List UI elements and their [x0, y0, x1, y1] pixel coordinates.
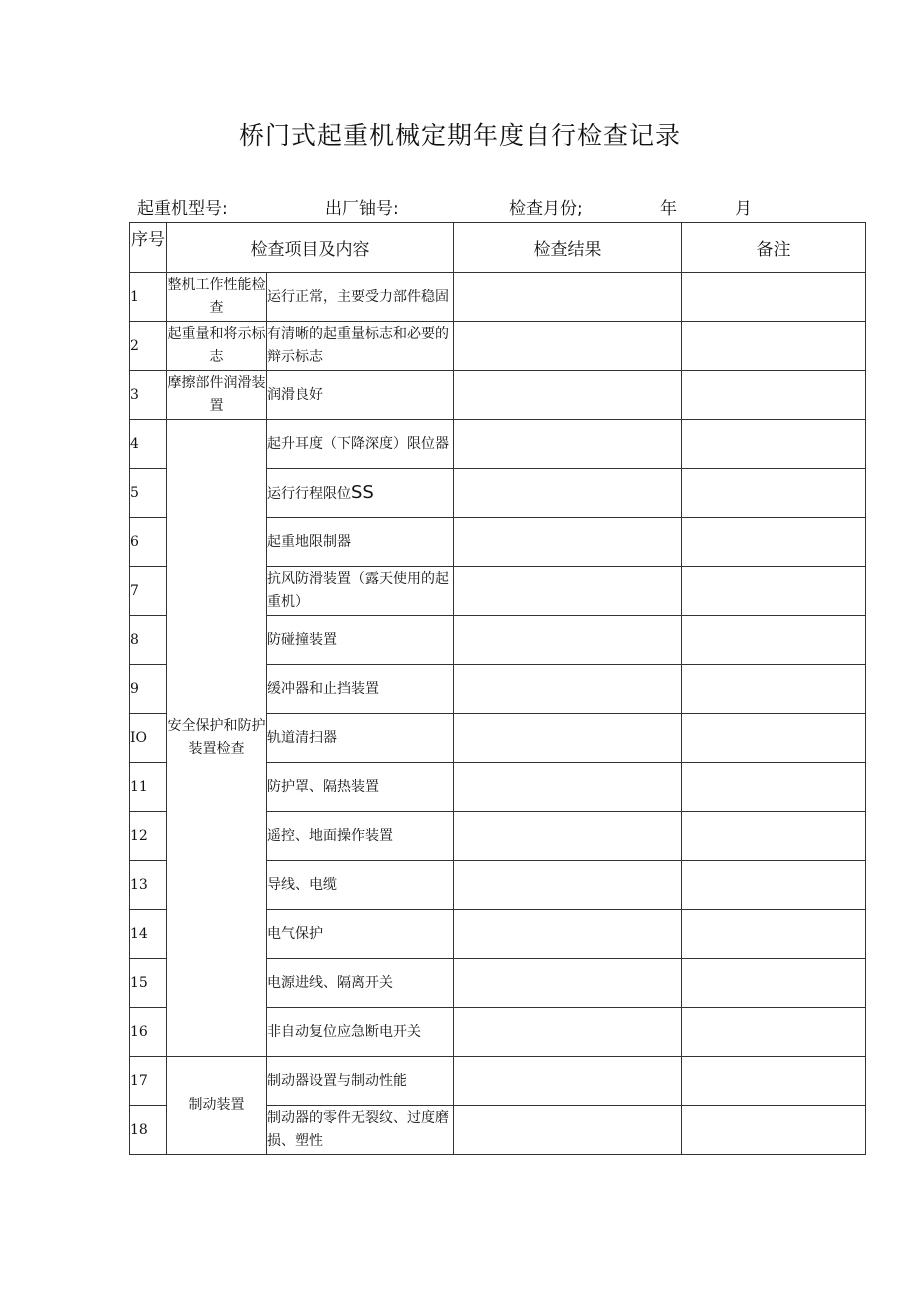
row-seq: 12	[130, 812, 167, 861]
header-seq: 序号	[130, 223, 167, 273]
row-seq: 9	[130, 665, 167, 714]
row-seq: 7	[130, 567, 167, 616]
month-label: 月	[735, 199, 752, 219]
table-row	[130, 420, 866, 469]
remark-cell[interactable]	[682, 812, 866, 861]
remark-cell[interactable]	[682, 518, 866, 567]
remark-cell[interactable]	[682, 910, 866, 959]
result-cell[interactable]	[454, 665, 682, 714]
item-cell: 防碰撞装置	[267, 616, 454, 665]
item-cell: 电气保护	[267, 910, 454, 959]
remark-cell[interactable]	[682, 1008, 866, 1057]
row-seq: 16	[130, 1008, 167, 1057]
remark-cell[interactable]	[682, 616, 866, 665]
remark-cell[interactable]	[682, 567, 866, 616]
row-seq: 17	[130, 1057, 167, 1106]
result-cell[interactable]	[454, 812, 682, 861]
remark-cell[interactable]	[682, 371, 866, 420]
item-cell: 电源进线、隔离开关	[267, 959, 454, 1008]
row-seq: 8	[130, 616, 167, 665]
category-cell: 制动装置	[167, 1057, 267, 1155]
item-cell: 遥控、地面操作装置	[267, 812, 454, 861]
header-result: 检查结果	[454, 223, 682, 273]
remark-cell[interactable]	[682, 665, 866, 714]
result-cell[interactable]	[454, 861, 682, 910]
year-label: 年	[660, 199, 677, 219]
row-seq: 5	[130, 469, 167, 518]
result-cell[interactable]	[454, 518, 682, 567]
row-seq: 3	[130, 371, 167, 420]
result-cell[interactable]	[454, 371, 682, 420]
item-cell: 防护罩、隔热装置	[267, 763, 454, 812]
row-seq: 11	[130, 763, 167, 812]
category-cell: 安全保护和防护装置检查	[167, 420, 267, 1057]
item-cell: 有清晰的起重量标志和必要的辩示标志	[267, 322, 454, 371]
category-cell: 摩擦部件润滑装置	[167, 371, 267, 420]
header-item: 检查项目及内容	[167, 223, 454, 273]
row-seq: 13	[130, 861, 167, 910]
remark-cell[interactable]	[682, 959, 866, 1008]
remark-cell[interactable]	[682, 714, 866, 763]
row-seq: 18	[130, 1106, 167, 1155]
result-cell[interactable]	[454, 910, 682, 959]
result-cell[interactable]	[454, 959, 682, 1008]
item-cell: 起升耳度（下降深度）限位器	[267, 420, 454, 469]
table-row	[130, 1057, 866, 1106]
item-cell: 轨道清扫器	[267, 714, 454, 763]
row-seq: 2	[130, 322, 167, 371]
item-cell: 制动器的零件无裂纹、过度磨损、塑性	[267, 1106, 454, 1155]
category-cell: 起重量和将示标志	[167, 322, 267, 371]
remark-cell[interactable]	[682, 1106, 866, 1155]
row-seq: 1	[130, 273, 167, 322]
remark-cell[interactable]	[682, 273, 866, 322]
result-cell[interactable]	[454, 420, 682, 469]
factory-number-label: 出厂铀号:	[325, 199, 399, 219]
row-seq: IO	[130, 714, 167, 763]
document-title: 桥门式起重机械定期年度自行检查记录	[238, 121, 681, 150]
remark-cell[interactable]	[682, 420, 866, 469]
item-cell: 运行行程限位SS	[267, 469, 454, 518]
remark-cell[interactable]	[682, 469, 866, 518]
table-row	[130, 371, 866, 420]
crane-model-label: 起重机型号:	[137, 199, 228, 219]
remark-cell[interactable]	[682, 861, 866, 910]
result-cell[interactable]	[454, 273, 682, 322]
result-cell[interactable]	[454, 567, 682, 616]
item-cell: 缓冲器和止挡装置	[267, 665, 454, 714]
header-remark: 备注	[682, 223, 866, 273]
item-cell: 运行正常，主要受力部件稳固	[267, 273, 454, 322]
result-cell[interactable]	[454, 714, 682, 763]
result-cell[interactable]	[454, 763, 682, 812]
item-cell: 润滑良好	[267, 371, 454, 420]
item-cell: 抗风防滑装置（露天使用的起重机）	[267, 567, 454, 616]
item-cell: 起重地限制器	[267, 518, 454, 567]
item-cell: 导线、电缆	[267, 861, 454, 910]
check-month-label: 检查月份;	[509, 199, 583, 219]
item-cell: 非自动复位应急断电开关	[267, 1008, 454, 1057]
table-row	[130, 273, 866, 322]
row-seq: 6	[130, 518, 167, 567]
item-cell: 制动器设置与制动性能	[267, 1057, 454, 1106]
result-cell[interactable]	[454, 1057, 682, 1106]
category-cell: 整机工作性能检查	[167, 273, 267, 322]
row-seq: 14	[130, 910, 167, 959]
result-cell[interactable]	[454, 1008, 682, 1057]
result-cell[interactable]	[454, 322, 682, 371]
result-cell[interactable]	[454, 616, 682, 665]
remark-cell[interactable]	[682, 1057, 866, 1106]
table-row	[130, 322, 866, 371]
remark-cell[interactable]	[682, 322, 866, 371]
result-cell[interactable]	[454, 1106, 682, 1155]
row-seq: 4	[130, 420, 167, 469]
result-cell[interactable]	[454, 469, 682, 518]
table-header-row	[130, 223, 866, 273]
inspection-table	[129, 222, 866, 1155]
remark-cell[interactable]	[682, 763, 866, 812]
row-seq: 15	[130, 959, 167, 1008]
